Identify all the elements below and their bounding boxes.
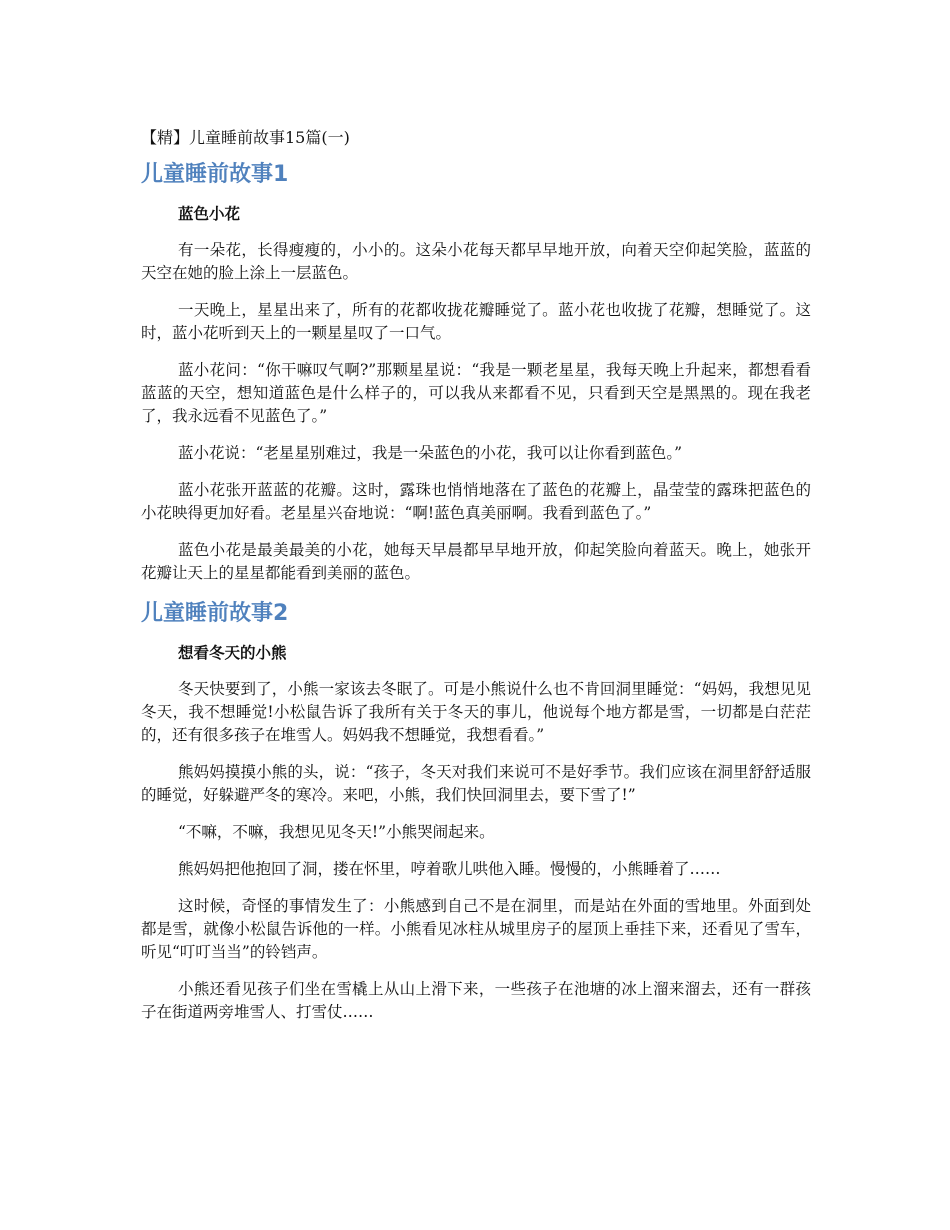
story-paragraph: 蓝小花张开蓝蓝的花瓣。这时，露珠也悄悄地落在了蓝色的花瓣上，晶莹莹的露珠把蓝色的小花映得更加好看。老星星兴奋地说：“啊!蓝色真美丽啊。我看到蓝色了。” [141, 481, 811, 522]
document-page [141, 126, 811, 1038]
story-subtitle: 蓝色小花 [178, 205, 241, 223]
story-heading: 儿童睡前故事1 [141, 162, 289, 187]
story-paragraph: 一天晚上，星星出来了，所有的花都收拢花瓣睡觉了。蓝小花也收拢了花瓣，想睡觉了。这时，蓝小花听到天上的一颗星星叹了一口气。 [141, 301, 811, 342]
story-subtitle: 想看冬天的小熊 [178, 644, 287, 662]
story-paragraph: 蓝小花问：“你干嘛叹气啊?”那颗星星说：“我是一颗老星星，我每天晚上升起来，都想看看蓝蓝的天空，想知道蓝色是什么样子的，可以我从来都看不见，只看到天空是黑黑的。现在我老了，我永远看不见蓝色了。” [141, 361, 811, 425]
story-section-1 [141, 160, 811, 585]
story-paragraph: 有一朵花，长得瘦瘦的，小小的。这朵小花每天都早早地开放，向着天空仰起笑脸，蓝蓝的天空在她的脸上涂上一层蓝色。 [141, 241, 811, 282]
story-paragraph: 熊妈妈把他抱回了洞，搂在怀里，哼着歌儿哄他入睡。慢慢的，小熊睡着了…… [178, 860, 721, 878]
story-paragraph: 冬天快要到了，小熊一家该去冬眠了。可是小熊说什么也不肯回洞里睡觉：“妈妈，我想见见冬天，我不想睡觉!小松鼠告诉了我所有关于冬天的事儿，他说每个地方都是雪，一切都是白茫茫的，还有很多孩子在堆雪人。妈妈我不想睡觉，我想看看。” [141, 680, 811, 744]
story-section-2 [141, 599, 811, 1024]
story-paragraph: “不嘛，不嘛，我想见见冬天!”小熊哭闹起来。 [178, 823, 495, 841]
story-heading: 儿童睡前故事2 [141, 601, 289, 626]
story-paragraph: 熊妈妈摸摸小熊的头，说：“孩子，冬天对我们来说可不是好季节。我们应该在洞里舒舒适服的睡觉，好躲避严冬的寒冷。来吧，小熊，我们快回洞里去，要下雪了!” [141, 763, 811, 804]
story-paragraph: 这时候，奇怪的事情发生了：小熊感到自己不是在洞里，而是站在外面的雪地里。外面到处都是雪，就像小松鼠告诉他的一样。小熊看见冰柱从城里房子的屋顶上垂挂下来，还看见了雪车，听见“叮叮当当”的铃铛声。 [141, 897, 811, 961]
story-paragraph: 小熊还看见孩子们坐在雪橇上从山上滑下来，一些孩子在池塘的冰上溜来溜去，还有一群孩子在街道两旁堆雪人、打雪仗…… [141, 980, 811, 1021]
story-paragraph: 蓝色小花是最美最美的小花，她每天早晨都早早地开放，仰起笑脸向着蓝天。晚上，她张开花瓣让天上的星星都能看到美丽的蓝色。 [141, 541, 811, 582]
document-title: 【精】儿童睡前故事15篇(一) [141, 128, 350, 147]
story-paragraph: 蓝小花说：“老星星别难过，我是一朵蓝色的小花，我可以让你看到蓝色。” [178, 444, 683, 462]
